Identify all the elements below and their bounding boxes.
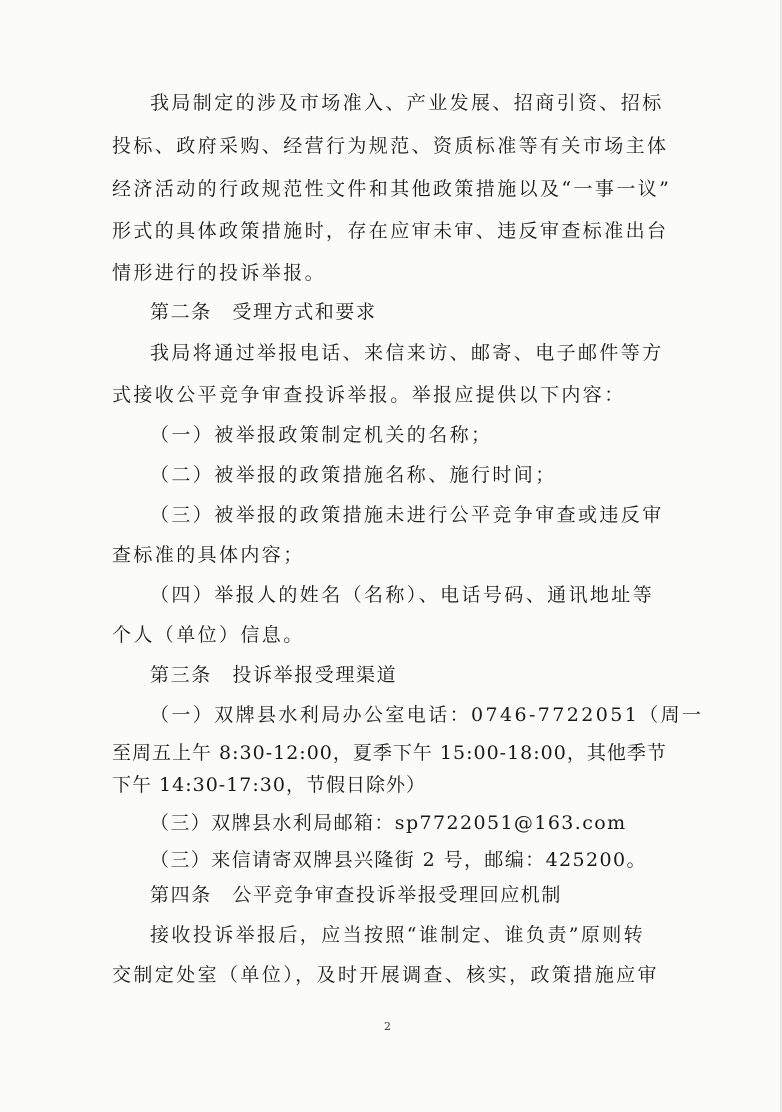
text-line: 交制定处室（单位），及时开展调查、核实，政策措施应审: [112, 964, 659, 986]
text-line: 经济活动的行政规范性文件和其他政策措施以及“一事一议”: [112, 178, 672, 200]
section-heading: 第三条 投诉举报受理渠道: [150, 664, 398, 686]
page-number: 2: [384, 1020, 391, 1033]
section-heading: 第四条 公平竞争审查投诉举报受理回应机制: [150, 884, 563, 906]
text-line: 接收投诉举报后，应当按照“谁制定、谁负责”原则转: [150, 924, 646, 946]
text-line: 投标、政府采购、经营行为规范、资质标准等有关市场主体: [112, 135, 669, 157]
list-item: （一）被举报政策制定机关的名称；: [150, 424, 493, 446]
text-line: 我局将通过举报电话、来信来访、邮寄、电子邮件等方: [150, 342, 664, 364]
list-item: （三）来信请寄双牌县兴隆街 2 号，邮编：425200。: [150, 849, 647, 871]
text-line: 情形进行的投诉举报。: [112, 262, 327, 284]
text-line: 式接收公平竞争审查投诉举报。举报应提供以下内容：: [112, 384, 626, 406]
list-item: （四）举报人的姓名（名称）、电话号码、通讯地址等: [150, 584, 655, 606]
section-heading: 第二条 受理方式和要求: [150, 301, 377, 323]
text-line: 我局制定的涉及市场准入、产业发展、招商引资、招标: [150, 92, 664, 114]
list-item: （三）被举报的政策措施未进行公平竞争审查或违反审: [150, 504, 664, 526]
text-line: 查标准的具体内容；: [112, 544, 305, 566]
list-item: （一）双牌县水利局办公室电话：0746-7722051（周一: [150, 704, 704, 726]
list-item: （二）被举报的政策措施名称、施行时间；: [150, 464, 557, 486]
text-line: 个人（单位）信息。: [112, 624, 305, 646]
text-line: 下午 14:30-17:30，节假日除外）: [112, 774, 426, 796]
text-line: 形式的具体政策措施时，存在应审未审、违反审查标准出台: [112, 220, 669, 242]
list-item: （三）双牌县水利局邮箱：sp7722051@163.com: [150, 812, 627, 834]
text-line: 至周五上午 8:30-12:00，夏季下午 15:00-18:00，其他季节: [112, 742, 667, 764]
